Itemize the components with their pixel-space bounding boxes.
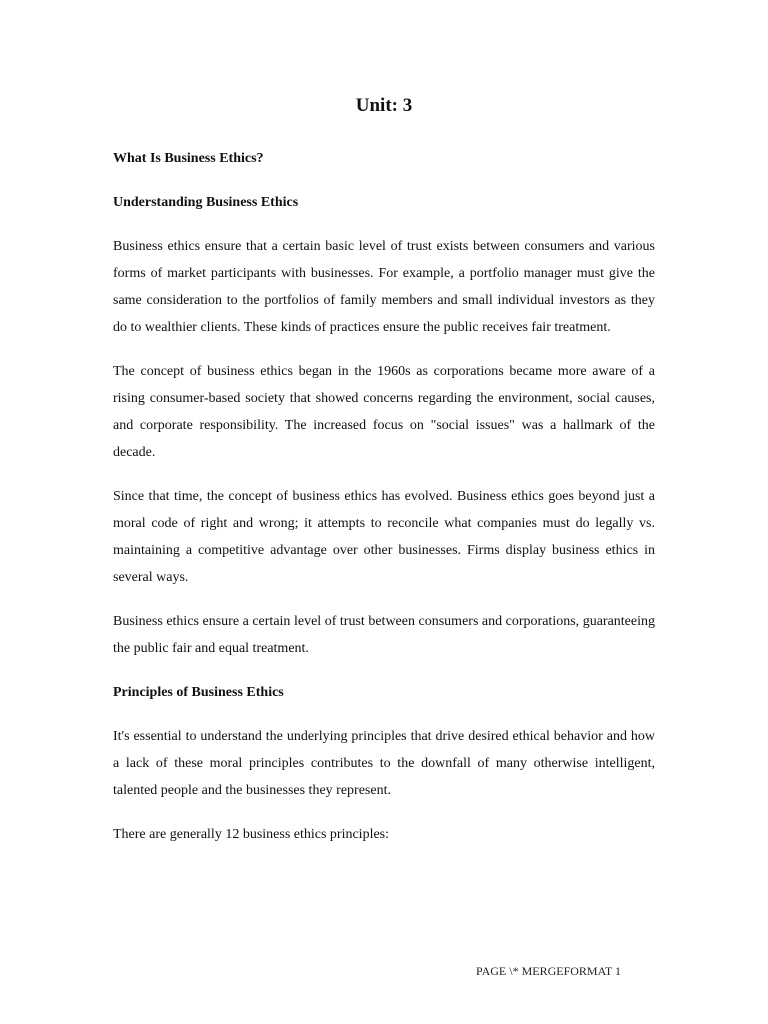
paragraph-trust: Business ethics ensure that a certain basic level of trust exists between consumers and various forms of market participants with businesses. For example, a portfolio manager must give the same consideration to the portfolios of family members and small individual investors as they do to wealthier clients. These kinds of practices ensure the public receives fair treatment. [113, 239, 655, 335]
paragraph-history: The concept of business ethics began in the 1960s as corporations became more aware of a rising consumer-based society that showed concerns regarding the environment, social causes, and corporate responsibility. The increased focus on "social issues" was a hallmark of the decade. [113, 364, 655, 460]
document-body [113, 145, 655, 865]
paragraph-principles-count: There are generally 12 business ethics principles: [113, 827, 390, 842]
heading-understanding-business-ethics: Understanding Business Ethics [113, 195, 299, 210]
page-footer: PAGE \* MERGEFORMAT 1 [476, 964, 622, 978]
heading-principles: Principles of Business Ethics [113, 685, 284, 700]
heading-what-is-business-ethics: What Is Business Ethics? [113, 151, 264, 166]
paragraph-evolution: Since that time, the concept of business ethics has evolved. Business ethics goes beyond just a moral code of right and wrong; it attempts to reconcile what companies must do legally vs. maintaining a competitive advantage over other businesses. Firms display business ethics in several ways. [113, 489, 655, 585]
paragraph-summary: Business ethics ensure a certain level of trust between consumers and corporations, guaranteeing the public fair and equal treatment. [113, 614, 655, 656]
page-title: Unit: 3 [355, 95, 413, 116]
paragraph-principles-intro: It's essential to understand the underlying principles that drive desired ethical behavior and how a lack of these moral principles contributes to the downfall of many otherwise intelligent, talented people and the businesses they represent. [113, 729, 655, 798]
